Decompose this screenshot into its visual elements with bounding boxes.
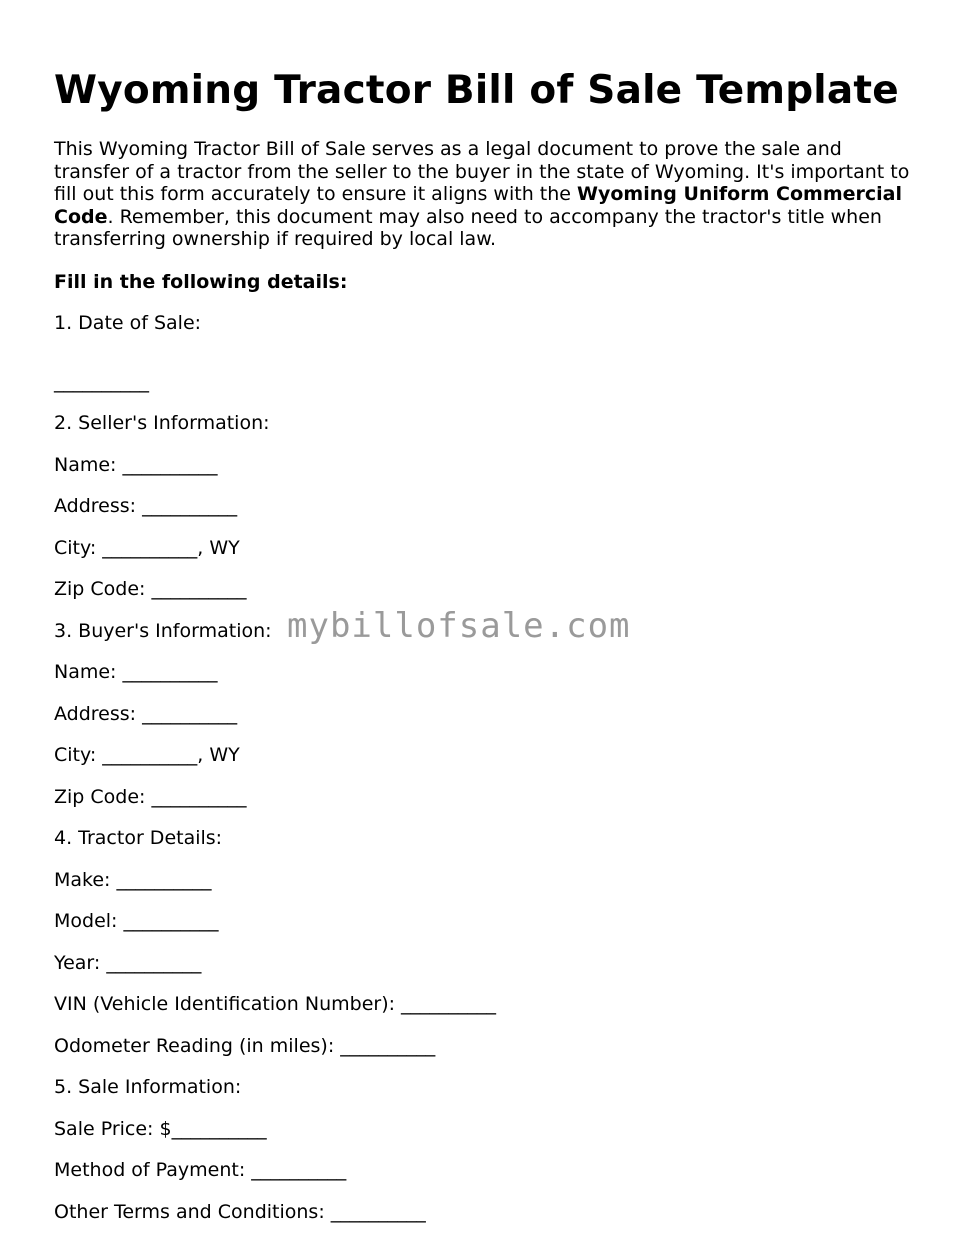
- seller-city-field[interactable]: City: __________, WY: [54, 536, 240, 559]
- seller-info-heading: 2. Seller's Information:: [54, 412, 270, 435]
- intro-text-1: This Wyoming Tractor Bill of Sale serves as a legal document to prove the sale and transfer of a tractor from the seller to the buyer in the state of Wyoming. It's important to fill out this form accurately to ensure it aligns with the: [54, 138, 910, 206]
- sale-info-heading: 5. Sale Information:: [54, 1076, 242, 1099]
- tractor-model-field[interactable]: Model: __________: [54, 910, 219, 933]
- tractor-make-field[interactable]: Make: __________: [54, 868, 212, 891]
- seller-name-field[interactable]: Name: __________: [54, 453, 218, 476]
- seller-zip-field[interactable]: Zip Code: __________: [54, 578, 247, 601]
- buyer-name-field[interactable]: Name: __________: [54, 661, 218, 684]
- section-buyer: [54, 619, 914, 809]
- buyer-zip-field[interactable]: Zip Code: __________: [54, 785, 247, 808]
- payment-method-field[interactable]: Method of Payment: __________: [54, 1159, 347, 1182]
- section-tractor: [54, 826, 914, 1058]
- section-sale: [54, 1075, 914, 1224]
- buyer-address-field[interactable]: Address: __________: [54, 702, 238, 725]
- other-terms-field[interactable]: Other Terms and Conditions: __________: [54, 1200, 426, 1223]
- page-title: Wyoming Tractor Bill of Sale Template: [54, 68, 899, 113]
- seller-address-field[interactable]: Address: __________: [54, 495, 238, 518]
- tractor-vin-field[interactable]: VIN (Vehicle Identification Number): __________: [54, 993, 497, 1016]
- tractor-details-heading: 4. Tractor Details:: [54, 827, 223, 850]
- date-of-sale-blank[interactable]: __________: [54, 370, 149, 393]
- section-seller: [54, 411, 914, 601]
- instructions-heading: Fill in the following details:: [54, 270, 348, 293]
- buyer-city-field[interactable]: City: __________, WY: [54, 744, 240, 767]
- watermark: mybillofsale.com: [287, 606, 631, 646]
- section-date: [54, 311, 914, 394]
- intro-text-2: . Remember, this document may also need to accompany the tractor's title when transferring ownership if required by local law.: [54, 205, 882, 251]
- tractor-year-field[interactable]: Year: __________: [54, 951, 202, 974]
- sale-price-field[interactable]: Sale Price: $__________: [54, 1117, 267, 1140]
- buyer-info-heading: 3. Buyer's Information:: [54, 619, 272, 642]
- date-of-sale-heading: 1. Date of Sale:: [54, 311, 202, 334]
- intro-bold-term: Wyoming Uniform Commercial Code: [54, 183, 902, 228]
- intro-paragraph: [54, 138, 914, 251]
- tractor-odometer-field[interactable]: Odometer Reading (in miles): __________: [54, 1034, 436, 1057]
